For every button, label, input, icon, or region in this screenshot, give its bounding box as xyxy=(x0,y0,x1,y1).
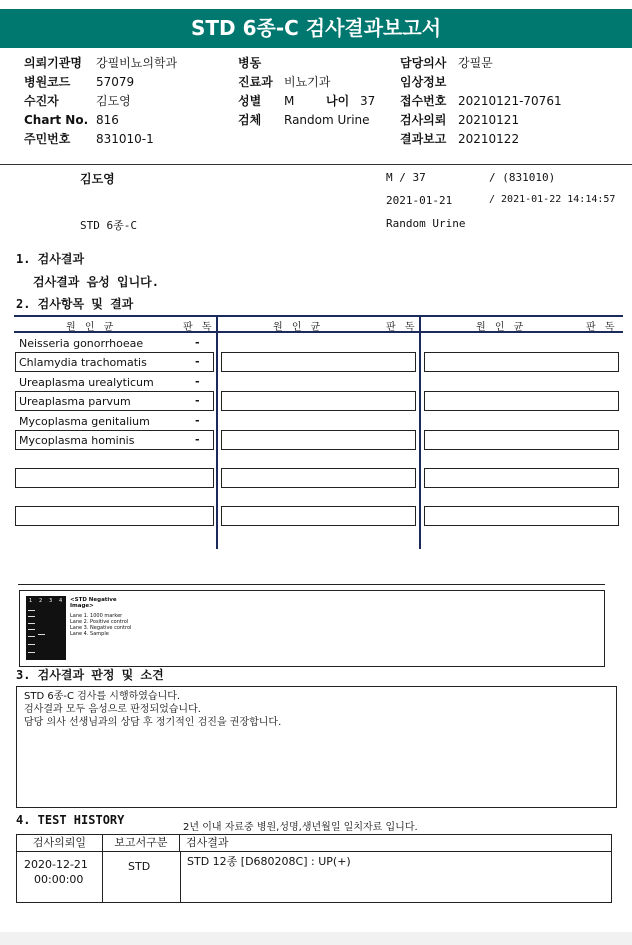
report-title: STD 6종-C 검사결과보고서 xyxy=(0,9,632,48)
gel-legend-item: Lane 2. Positive control xyxy=(70,619,129,625)
gel-legend-title: <STD Negative Image> xyxy=(70,597,117,609)
gel-band xyxy=(28,644,35,645)
history-row-date: 2020-12-21 xyxy=(24,858,88,871)
organism-name: Mycoplasma genitalium xyxy=(19,415,150,428)
lane-label: 4 xyxy=(59,598,63,604)
sex-value: M xyxy=(284,94,295,108)
ward-label: 병동 xyxy=(238,56,262,70)
chart-no-value: 816 xyxy=(96,113,119,127)
summary-report-date: / 2021-01-22 14:14:57 xyxy=(489,194,616,205)
age-label: 나이 xyxy=(326,94,350,108)
empty-row-box xyxy=(221,430,416,450)
col-header-organism-3: 원 인 균 xyxy=(476,322,527,333)
empty-row-box xyxy=(221,468,416,488)
patient-label: 수진자 xyxy=(24,94,59,108)
history-row-result: STD 12종 [D680208C] : UP(+) xyxy=(187,855,351,868)
receipt-no-label: 접수번호 xyxy=(400,94,447,108)
grid-divider-1 xyxy=(216,315,218,549)
col-header-organism-2: 원 인 균 xyxy=(273,322,324,333)
organism-name: Chlamydia trachomatis xyxy=(19,356,147,369)
organism-result: - xyxy=(195,394,200,407)
gel-legend-item: Lane 1. 1000 marker xyxy=(70,613,123,619)
opinion-line: 검사결과 모두 음성으로 판정되었습니다. xyxy=(24,704,201,715)
empty-row-box xyxy=(424,352,619,372)
gel-band xyxy=(38,634,45,635)
opinion-text xyxy=(24,690,281,729)
section-1-title: 1. 검사결과 xyxy=(16,252,85,266)
lane-label: 1 xyxy=(29,598,33,604)
organism-name: Neisseria gonorrhoeae xyxy=(19,337,144,350)
grid-divider-2 xyxy=(419,315,421,549)
history-note: 2년 이내 자료중 병원,성명,생년월일 일치자료 입니다. xyxy=(183,822,418,833)
history-header-type: 보고서구분 xyxy=(103,834,180,851)
col-header-result-2: 판 독 xyxy=(386,322,418,333)
department-label: 진료과 xyxy=(238,75,273,89)
empty-row-box xyxy=(424,506,619,526)
header-col-1 xyxy=(24,54,177,149)
empty-row-box xyxy=(424,468,619,488)
summary-name: 김도영 xyxy=(80,172,115,186)
gel-band xyxy=(28,629,35,630)
gel-electrophoresis-image xyxy=(26,596,66,660)
summary-id: / (831010) xyxy=(489,171,556,184)
header-col-2 xyxy=(238,54,375,130)
receipt-no-value: 20210121-70761 xyxy=(458,94,562,108)
report-date-value: 20210122 xyxy=(458,132,520,146)
gel-divider xyxy=(18,584,605,585)
lane-label: 2 xyxy=(39,598,43,604)
history-row-type: STD xyxy=(128,860,151,873)
history-col-divider-2 xyxy=(180,851,181,903)
age-value: 37 xyxy=(360,94,376,108)
gel-band xyxy=(28,652,35,653)
organism-result: - xyxy=(195,414,200,427)
empty-row-box xyxy=(15,468,214,488)
summary-specimen: Random Urine xyxy=(386,217,466,230)
history-row-time: 00:00:00 xyxy=(34,873,84,886)
empty-row-box xyxy=(424,391,619,411)
history-header-line xyxy=(16,851,612,852)
organism-name: Ureaplasma urealyticum xyxy=(19,376,154,389)
section-4-title: 4. TEST HISTORY xyxy=(16,813,125,827)
organism-name: Mycoplasma hominis xyxy=(19,434,135,447)
hospital-label: 의뢰기관명 xyxy=(24,56,82,70)
department-value: 비뇨기과 xyxy=(284,75,331,89)
request-date-value: 20210121 xyxy=(458,113,520,127)
chart-no-label: Chart No. xyxy=(24,113,89,127)
clinical-info-label: 임상정보 xyxy=(400,75,447,89)
empty-row-box xyxy=(221,506,416,526)
grid-top-line xyxy=(14,315,623,317)
patient-value: 김도영 xyxy=(96,94,131,108)
resident-no-label: 주민번호 xyxy=(24,132,71,146)
opinion-line: 담당 의사 선생님과의 상담 후 정기적인 검진을 권장합니다. xyxy=(24,717,282,728)
gel-legend xyxy=(70,597,138,657)
gel-band xyxy=(28,610,35,611)
opinion-line: STD 6종-C 검사를 시행하였습니다. xyxy=(24,691,181,702)
summary-request-date: 2021-01-21 xyxy=(386,194,453,207)
specimen-value: Random Urine xyxy=(284,113,370,127)
history-header-result: 검사결과 xyxy=(186,836,229,849)
hospital-code-label: 병원코드 xyxy=(24,75,71,89)
organism-result: - xyxy=(195,336,200,349)
result-summary-text: 검사결과 음성 입니다. xyxy=(33,275,160,289)
organism-result: - xyxy=(195,355,200,368)
header-col-3 xyxy=(400,54,562,149)
empty-row-box xyxy=(15,506,214,526)
request-date-label: 검사의뢰 xyxy=(400,113,447,127)
col-header-organism-1: 원 인 균 xyxy=(66,322,117,333)
empty-row-box xyxy=(424,430,619,450)
empty-row-box xyxy=(221,391,416,411)
hospital-code-value: 57079 xyxy=(96,75,135,89)
section-2-title: 2. 검사항목 및 결과 xyxy=(16,297,134,311)
gel-band xyxy=(28,623,35,624)
header-divider xyxy=(0,164,632,165)
empty-row-box xyxy=(221,352,416,372)
lane-label: 3 xyxy=(49,598,53,604)
resident-no-value: 831010-1 xyxy=(96,132,154,146)
history-col-divider-1 xyxy=(102,851,103,903)
col-header-result-3: 판 독 xyxy=(586,322,618,333)
col-header-result-1: 판 독 xyxy=(183,322,215,333)
sex-label: 성별 xyxy=(238,94,262,108)
gel-legend-item: Lane 4. Sample xyxy=(70,631,109,637)
organism-result: - xyxy=(195,433,200,446)
doctor-value: 강필문 xyxy=(458,56,493,70)
organism-name: Ureaplasma parvum xyxy=(19,395,131,408)
report-date-label: 결과보고 xyxy=(400,132,447,146)
gel-band xyxy=(28,636,35,637)
gel-legend-item: Lane 3. Negative control xyxy=(70,625,132,631)
summary-test-name: STD 6종-C xyxy=(80,219,137,232)
doctor-label: 담당의사 xyxy=(400,56,447,70)
hospital-value: 강필비뇨의학과 xyxy=(96,56,178,70)
specimen-label: 검체 xyxy=(238,113,262,127)
organism-result: - xyxy=(195,375,200,388)
history-header-date: 검사의뢰일 xyxy=(17,834,103,851)
gel-band xyxy=(28,616,35,617)
section-3-title: 3. 검사결과 판정 및 소견 xyxy=(16,668,164,682)
summary-sex-age: M / 37 xyxy=(386,171,426,184)
